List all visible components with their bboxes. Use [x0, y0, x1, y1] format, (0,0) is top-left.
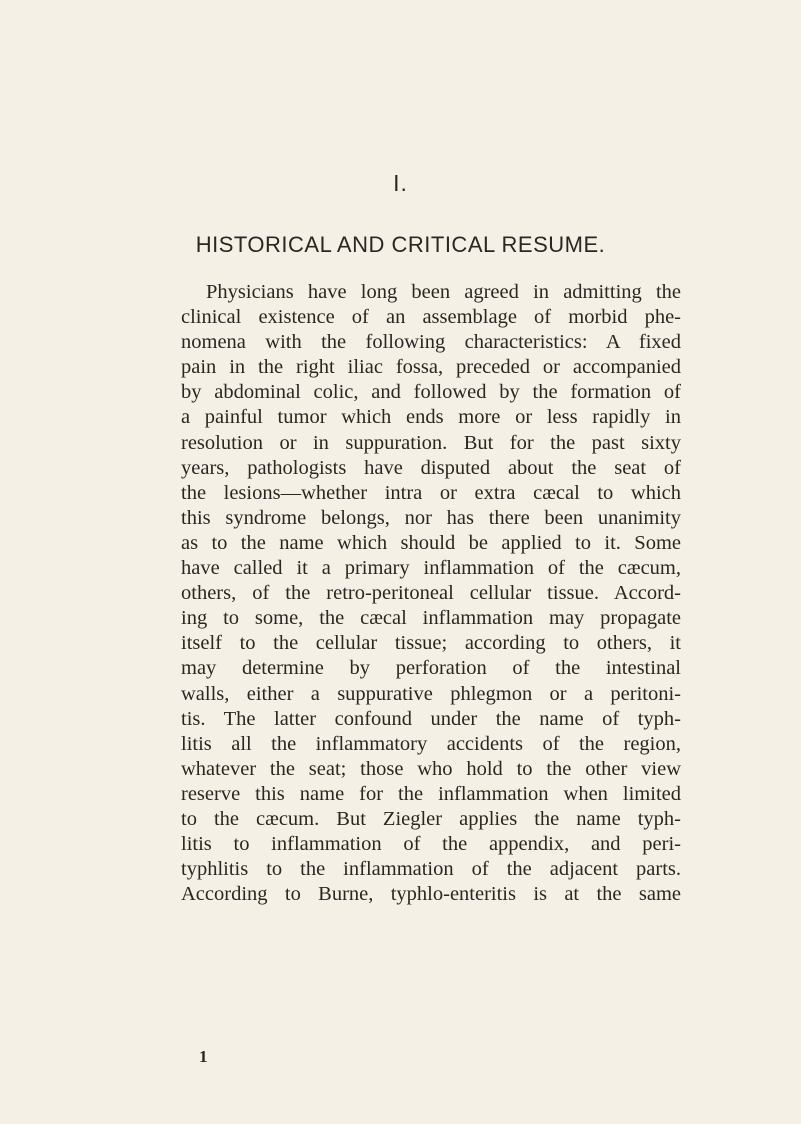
body-paragraph — [181, 280, 681, 907]
text-line: resolution or in suppuration. But for the past sixty — [181, 431, 681, 454]
text-line: typhlitis to the inflammation of the adjacent parts. — [181, 858, 681, 881]
text-line: litis all the inflammatory accidents of the region, — [181, 732, 681, 755]
page-number: 1 — [199, 1047, 208, 1066]
text-line: nomena with the following characteristics: A fixed — [181, 331, 681, 354]
text-line: According to Burne, typhlo-enteritis is at the same — [181, 883, 681, 906]
text-line: Physicians have long been agreed in admitting the — [206, 281, 681, 303]
text-line: clinical existence of an assemblage of morbid phe- — [181, 306, 681, 329]
text-line: a painful tumor which ends more or less rapidly in — [181, 406, 681, 429]
text-line: tis. The latter confound under the name of typh- — [181, 707, 681, 730]
text-line: to the cæcum. But Ziegler applies the name typh- — [181, 807, 681, 830]
text-line: this syndrome belongs, nor has there been unanimity — [181, 506, 681, 529]
chapter-number: I. — [393, 170, 408, 196]
text-line: others, of the retro-peritoneal cellular tissue. Accord- — [181, 582, 681, 605]
chapter-title: HISTORICAL AND CRITICAL RESUME. — [195, 232, 606, 257]
text-line: years, pathologists have disputed about the seat of — [181, 456, 681, 479]
text-line: ing to some, the cæcal inflammation may propagate — [181, 607, 681, 630]
text-line: as to the name which should be applied to it. Some — [181, 531, 681, 554]
text-line: the lesions—whether intra or extra cæcal to which — [181, 481, 681, 504]
text-line: whatever the seat; those who hold to the other view — [181, 757, 681, 780]
text-line: pain in the right iliac fossa, preceded or accompanied — [181, 356, 681, 379]
text-line: walls, either a suppurative phlegmon or a peritoni- — [181, 682, 681, 705]
text-line: reserve this name for the inflammation when limited — [181, 782, 681, 805]
text-line: have called it a primary inflammation of the cæcum, — [181, 557, 681, 580]
text-line: itself to the cellular tissue; according to others, it — [181, 632, 681, 655]
text-line: may determine by perforation of the intestinal — [181, 657, 681, 680]
text-line: litis to inflammation of the appendix, and peri- — [181, 833, 681, 856]
text-line: by abdominal colic, and followed by the formation of — [181, 381, 681, 404]
